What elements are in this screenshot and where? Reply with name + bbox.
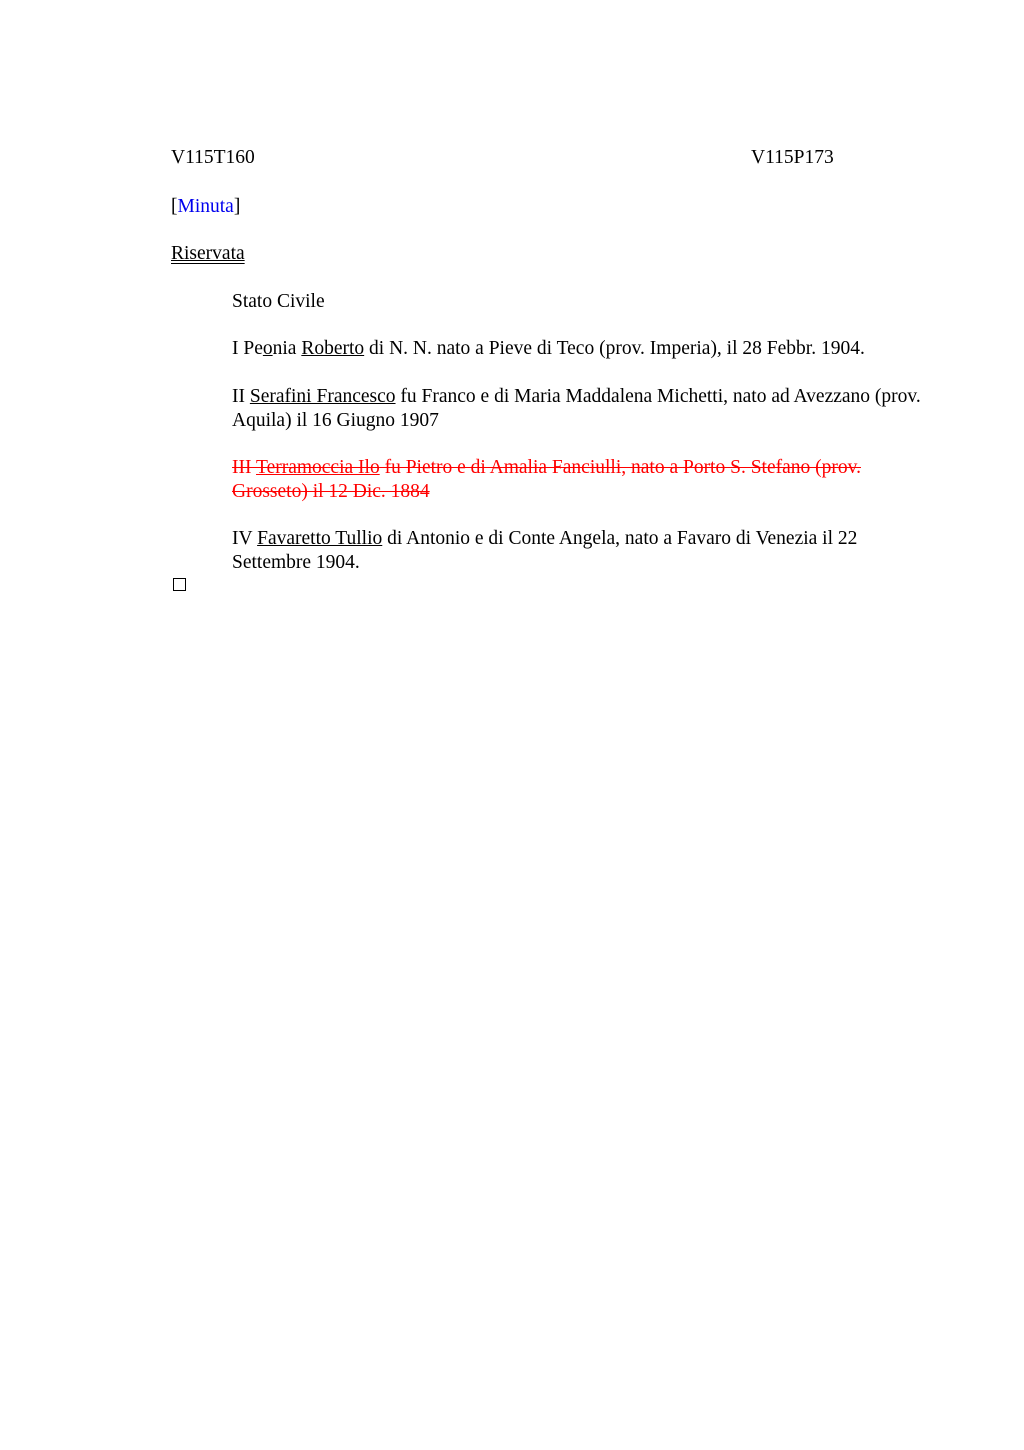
entry-1-name: Roberto — [301, 338, 365, 359]
checkbox-icon — [173, 578, 186, 591]
entry-1: I Peonia Roberto di N. N. nato a Pieve di Teco (prov. Imperia), il 28 Febbr. 1904. — [232, 338, 865, 359]
entry-2: II Serafini Francesco fu Franco e di Maria Maddalena Michetti, nato ad Avezzano (prov. Aquila) il 16 Giugno 1907 — [232, 386, 921, 431]
entry-2-name: Serafini Francesco — [249, 386, 396, 407]
document-code-left: V115T160 — [171, 147, 255, 168]
minuta-label — [171, 195, 240, 219]
entry-4: IV Favaretto Tullio di Antonio e di Conte Angela, nato a Favaro di Venezia il 22 Settembre 1904. — [232, 528, 858, 573]
classification-riservata: Riservata — [171, 243, 245, 264]
bracket-close: ] — [233, 196, 241, 217]
entry-3-name: Terramoccia Ilo — [256, 457, 380, 478]
entry-4-name: Favaretto Tullio — [257, 528, 383, 549]
minuta-link[interactable]: Minuta — [177, 196, 234, 217]
entry-3-deleted: III Terramoccia Ilo fu Pietro e di Amalia Fanciulli, nato a Porto S. Stefano (prov. Grosseto) il 12 Dic. 1884 — [232, 457, 861, 502]
section-title: Stato Civile — [232, 291, 325, 312]
bracket-open: [ — [171, 196, 178, 217]
document-code-right: V115P173 — [751, 147, 834, 168]
